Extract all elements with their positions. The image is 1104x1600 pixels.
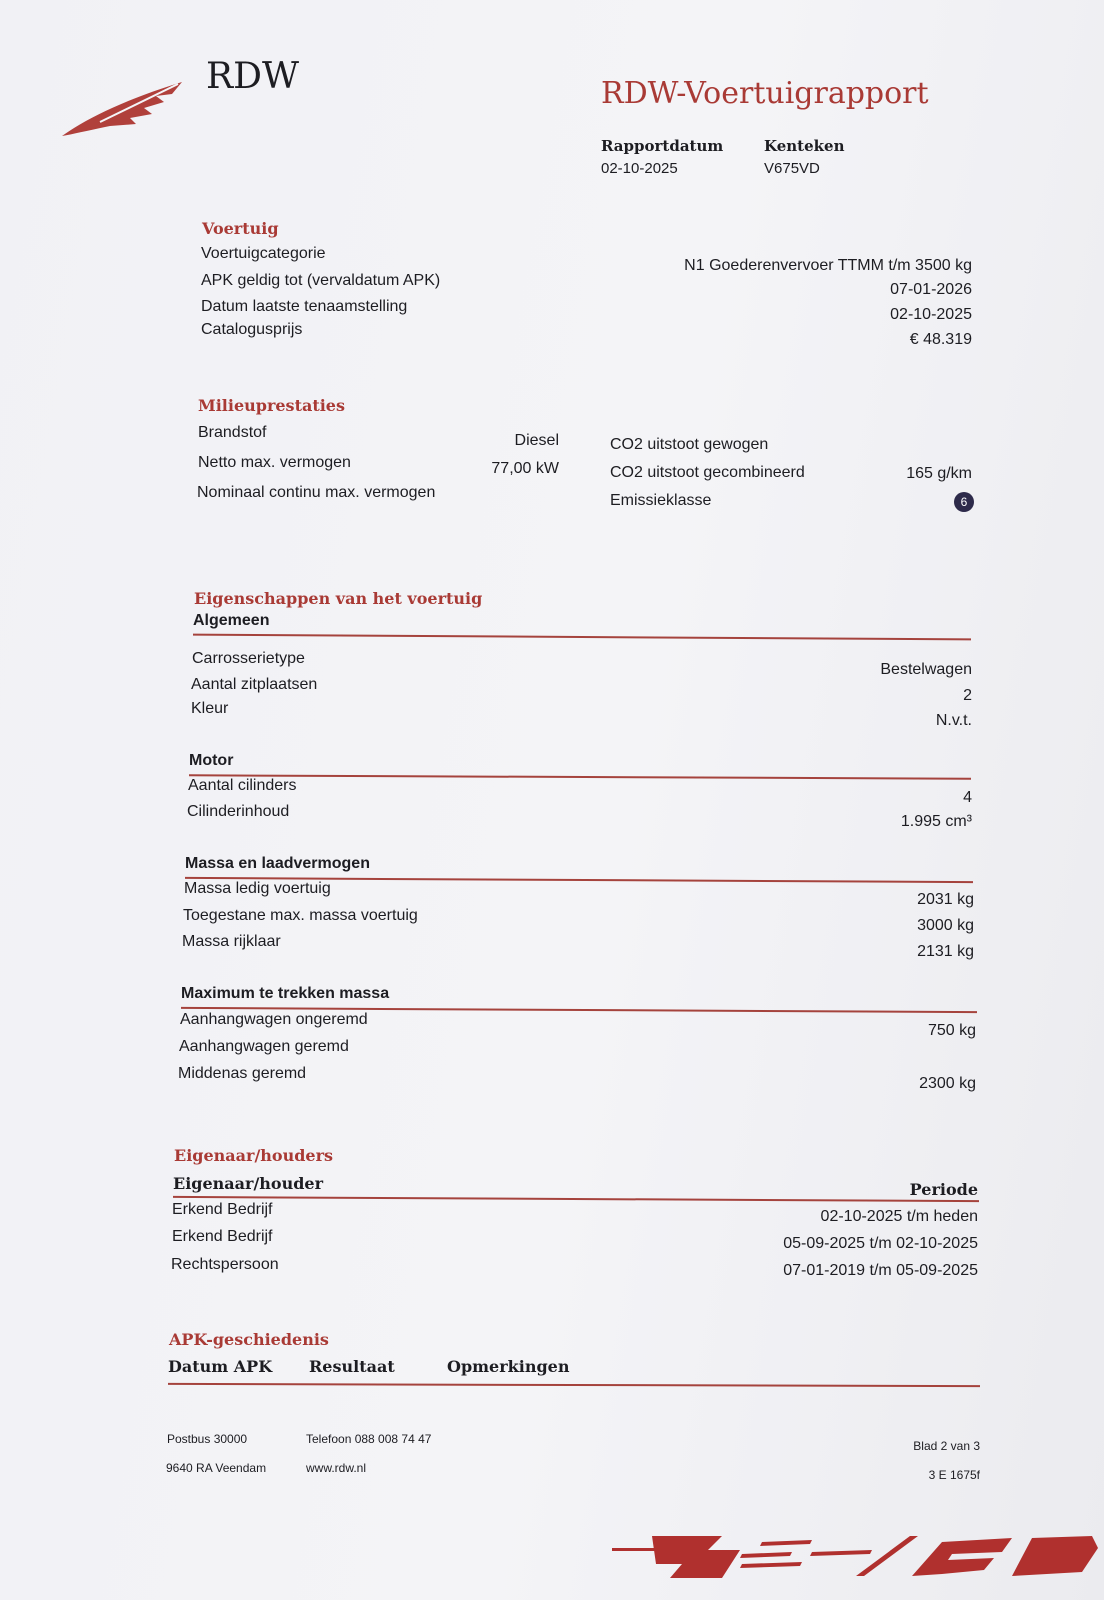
footer-postbus: Postbus 30000 [167,1432,248,1446]
trekken-title: Maximum te trekken massa [181,985,390,1002]
aanhang-ongeremd-value: 750 kg [927,1022,976,1039]
owner-row-2: Erkend Bedrijf [172,1228,273,1245]
rdw-logo-icon [60,76,186,138]
aanhang-ongeremd-label: Aanhangwagen ongeremd [180,1011,368,1028]
section-milieu-title: Milieuprestaties [198,396,345,415]
footer-city: 9640 RA Veendam [166,1461,267,1475]
page-title: RDW-Voertuigrapport [601,76,929,111]
brandstof-label: Brandstof [198,424,267,441]
section-eigenschappen-title: Eigenschappen van het voertuig [194,589,483,608]
footer-doc-code: 3 E 1675f [928,1468,980,1482]
catalogusprijs-value: € 48.319 [909,331,972,348]
footer-web[interactable]: www.rdw.nl [306,1461,367,1475]
netto-vermogen-label: Netto max. vermogen [198,454,351,471]
section-voertuig-title: Voertuig [202,219,279,238]
period-row-2: 05-09-2025 t/m 02-10-2025 [783,1235,978,1252]
emissieklasse-badge: 6 [954,492,974,512]
zitplaatsen-label: Aantal zitplaatsen [191,676,318,693]
rapportdatum-value: 02-10-2025 [601,160,678,177]
kleur-label: Kleur [191,700,229,717]
massa-rijklaar-label: Massa rijklaar [182,933,281,950]
voertuigcategorie-label: Voertuigcategorie [201,245,326,262]
motor-title: Motor [189,752,234,769]
apk-geldig-value: 07-01-2026 [890,281,972,298]
eigenaar-rule [173,1196,979,1202]
cilinderinhoud-value: 1.995 cm³ [900,813,972,830]
owner-row-3: Rechtspersoon [171,1256,279,1273]
massa-ledig-label: Massa ledig voertuig [184,880,331,897]
netto-vermogen-value: 77,00 kW [491,460,559,477]
tenaamstelling-value: 02-10-2025 [890,306,972,323]
footer-page-number: Blad 2 van 3 [913,1439,980,1453]
co2-gewogen-label: CO2 uitstoot gewogen [610,436,769,453]
cilinders-value: 4 [963,789,972,806]
zitplaatsen-value: 2 [963,687,972,704]
co2-gecombineerd-value: 165 g/km [906,465,972,482]
col-datum-apk: Datum APK [168,1357,273,1376]
brandstof-value: Diesel [514,432,559,449]
period-row-3: 07-01-2019 t/m 05-09-2025 [783,1262,978,1279]
footer-phone: Telefoon 088 008 74 47 [306,1432,432,1446]
owner-row-1: Erkend Bedrijf [172,1201,273,1218]
cilinders-label: Aantal cilinders [188,777,297,794]
nominaal-vermogen-label: Nominaal continu max. vermogen [197,484,436,501]
rdw-stripes-icon [612,1528,1104,1586]
algemeen-rule [193,634,971,641]
carrosserietype-label: Carrosserietype [192,650,305,667]
period-row-1: 02-10-2025 t/m heden [820,1208,978,1225]
emissieklasse-label: Emissieklasse [610,492,712,509]
section-apk-title: APK-geschiedenis [169,1330,329,1349]
massa-title: Massa en laadvermogen [185,855,370,872]
algemeen-title: Algemeen [193,612,270,629]
col-opmerkingen: Opmerkingen [447,1357,570,1376]
catalogusprijs-label: Catalogusprijs [201,321,303,338]
max-massa-value: 3000 kg [917,917,974,934]
motor-rule [189,774,971,779]
kleur-value: N.v.t. [935,712,972,729]
rapportdatum-label: Rapportdatum [601,137,724,155]
massa-rijklaar-value: 2131 kg [917,943,974,960]
co2-gecombineerd-label: CO2 uitstoot gecombineerd [610,464,805,481]
massa-ledig-value: 2031 kg [917,891,974,908]
middenas-geremd-label: Middenas geremd [178,1065,307,1082]
col-resultaat: Resultaat [309,1357,395,1376]
voertuigcategorie-value: N1 Goederenvervoer TTMM t/m 3500 kg [684,257,972,274]
kenteken-value: V675VD [764,160,820,177]
aanhang-geremd-label: Aanhangwagen geremd [179,1038,349,1055]
cilinderinhoud-label: Cilinderinhoud [187,803,290,820]
section-eigenaar-title: Eigenaar/houders [174,1146,334,1165]
col-eigenaar: Eigenaar/houder [173,1174,324,1193]
kenteken-label: Kenteken [764,137,845,155]
tenaamstelling-label: Datum laatste tenaamstelling [201,298,408,315]
col-periode: Periode [909,1180,978,1199]
apk-rule [168,1383,980,1387]
apk-geldig-label: APK geldig tot (vervaldatum APK) [201,272,441,289]
org-name: RDW [206,56,299,97]
carrosserietype-value: Bestelwagen [880,661,972,678]
max-massa-label: Toegestane max. massa voertuig [183,907,418,924]
middenas-geremd-value: 2300 kg [919,1075,976,1092]
